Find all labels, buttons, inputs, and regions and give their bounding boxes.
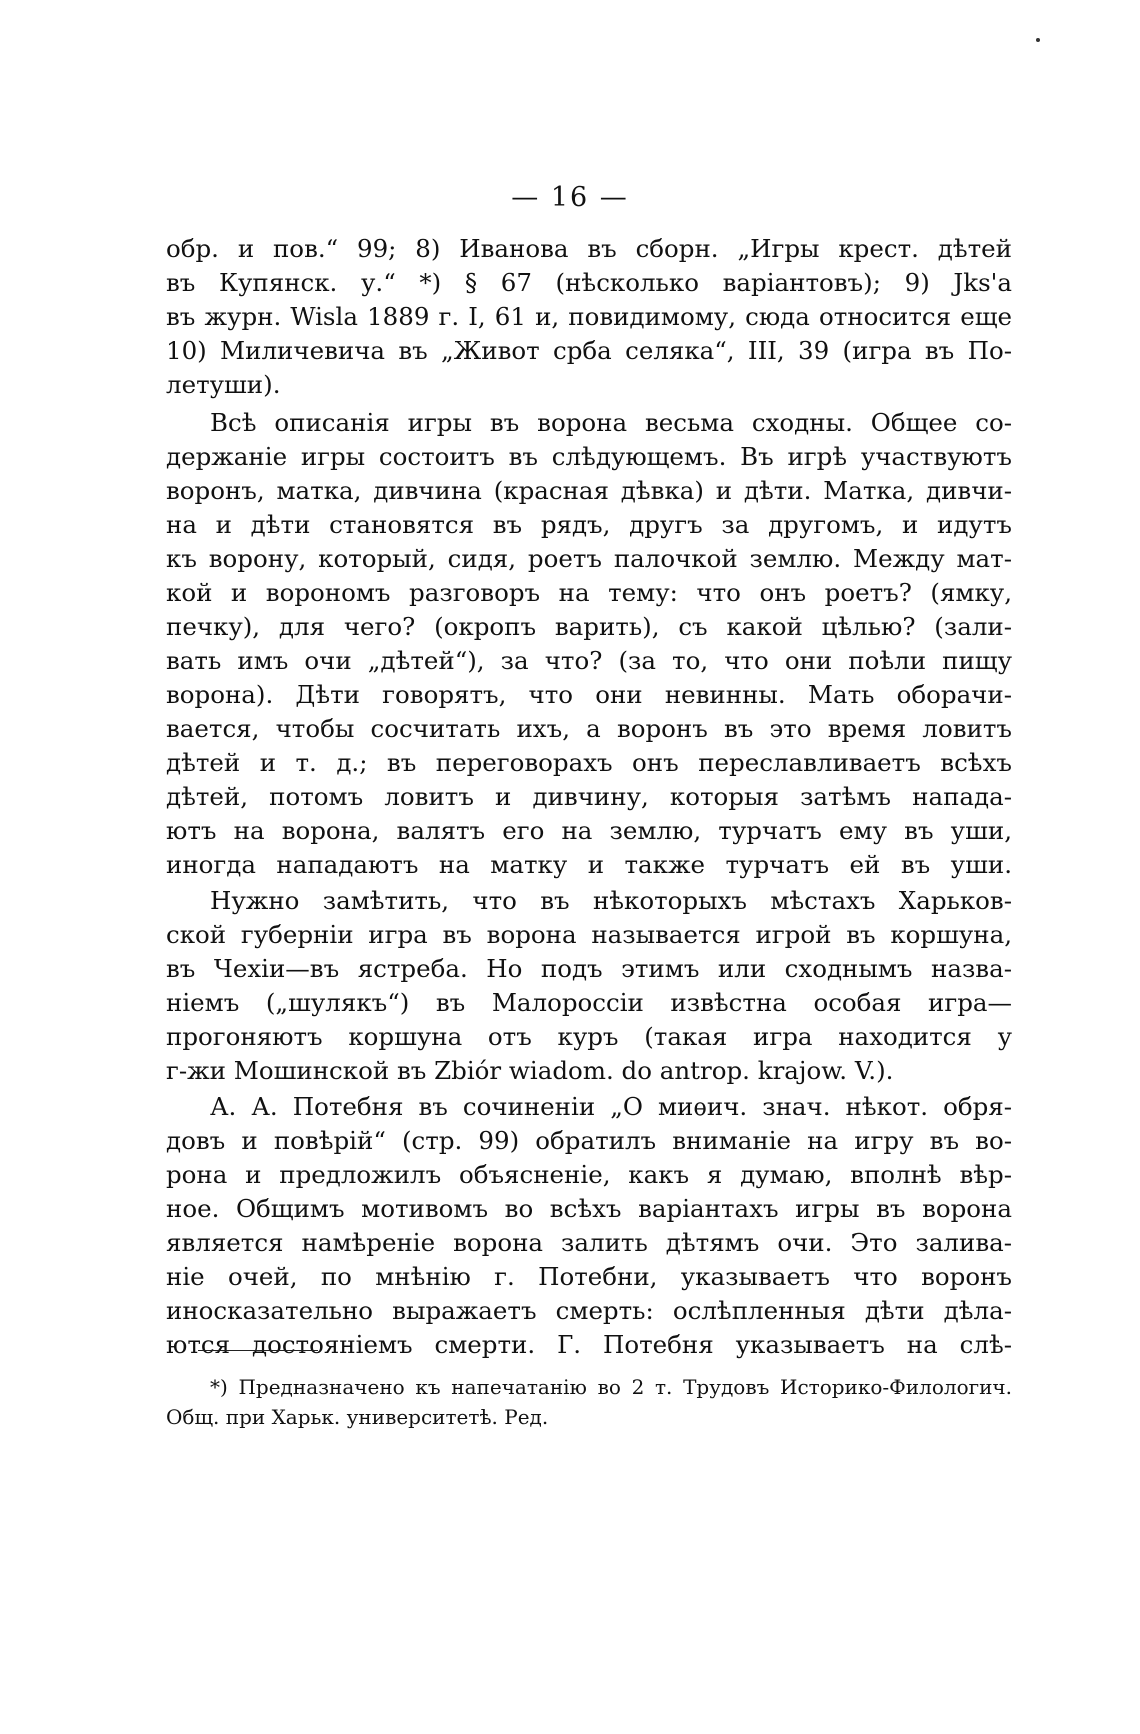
text-line: дѣтей, потомъ ловитъ и дивчину, которыя затѣмъ напада- <box>166 782 1012 811</box>
text-line: ются достояніемъ смерти. Г. Потебня указываетъ на слѣ- <box>166 1330 1012 1359</box>
text-line: въ журн. Wisla 1889 г. I, 61 и, повидимому, сюда относится еще <box>166 302 1012 331</box>
text-line: иносказательно выражаетъ смерть: ослѣпленныя дѣти дѣла- <box>166 1296 1012 1325</box>
text-line: А. А. Потебня въ сочиненіи „О миѳич. знач. нѣкот. обря- <box>210 1092 1012 1121</box>
text-line: держаніе игры состоитъ въ слѣдующемъ. Въ игрѣ участвуютъ <box>166 442 1012 471</box>
text-line: Всѣ описанія игры въ ворона весьма сходны. Общее со- <box>210 408 1012 437</box>
speck <box>1036 38 1040 42</box>
text-line: печку), для чего? (окропъ варить), съ какой цѣлью? (зали- <box>166 612 1012 641</box>
footnote-line: Общ. при Харьк. университетѣ. Ред. <box>166 1405 549 1429</box>
text-line: къ ворону, который, сидя, роетъ палочкой землю. Между мат- <box>166 544 1012 573</box>
text-line: ютъ на ворона, валятъ его на землю, турчатъ ему въ уши, <box>166 816 1012 845</box>
text-line: воронъ, матка, дивчина (красная дѣвка) и дѣти. Матка, дивчи- <box>166 476 1012 505</box>
footnote-line: *) Предназначено къ напечатанію во 2 т. Трудовъ Историко-Филологич. <box>210 1375 1012 1399</box>
text-line: въ Чехіи—въ ястреба. Но подъ этимъ или сходнымъ назва- <box>166 954 1012 983</box>
text-line: на и дѣти становятся въ рядъ, другъ за другомъ, и идутъ <box>166 510 1012 539</box>
text-line: ное. Общимъ мотивомъ во всѣхъ варіантахъ игры въ ворона <box>166 1194 1012 1223</box>
text-line: ской губерніи игра въ ворона называется игрой въ коршуна, <box>166 920 1012 949</box>
text-line: является намѣреніе ворона залить дѣтямъ очи. Это залива- <box>166 1228 1012 1257</box>
text-line: ніе очей, по мнѣнію г. Потебни, указываетъ что воронъ <box>166 1262 1012 1291</box>
footnote-divider <box>198 1350 318 1351</box>
page-number: — 16 — <box>511 182 629 213</box>
text-line: летуши). <box>166 370 281 399</box>
text-line: довъ и повѣрій“ (стр. 99) обратилъ вниманіе на игру въ во- <box>166 1126 1012 1155</box>
text-line: 10) Миличевича въ „Живот срба селяка“, III, 39 (игра въ По- <box>166 336 1012 365</box>
text-line: ніемъ („шулякъ“) въ Малороссіи извѣстна особая игра— <box>166 988 1012 1017</box>
text-line: обр. и пов.“ 99; 8) Иванова въ сборн. „Игры крест. дѣтей <box>166 234 1012 263</box>
text-line: г-жи Мошинской въ Zbiór wiadom. do antrop. krajow. V.). <box>166 1056 894 1085</box>
text-line: вать имъ очи „дѣтей“), за что? (за то, что они поѣли пищу <box>166 646 1012 675</box>
text-line: иногда нападаютъ на матку и также турчатъ ей въ уши. <box>166 850 1012 879</box>
text-line: рона и предложилъ объясненіе, какъ я думаю, вполнѣ вѣр- <box>166 1160 1012 1189</box>
text-line: прогоняютъ коршуна отъ куръ (такая игра находится у <box>166 1022 1012 1051</box>
text-line: дѣтей и т. д.; въ переговорахъ онъ переславливаетъ всѣхъ <box>166 748 1012 777</box>
text-line: кой и ворономъ разговоръ на тему: что онъ роетъ? (ямку, <box>166 578 1012 607</box>
text-line: Нужно замѣтить, что въ нѣкоторыхъ мѣстахъ Харьков- <box>210 886 1012 915</box>
text-line: вается, чтобы сосчитать ихъ, а воронъ въ это время ловитъ <box>166 714 1012 743</box>
text-line: въ Купянск. у.“ *) § 67 (нѣсколько варіантовъ); 9) Jks'а <box>166 268 1012 297</box>
text-line: ворона). Дѣти говорятъ, что они невинны. Мать оборачи- <box>166 680 1012 709</box>
